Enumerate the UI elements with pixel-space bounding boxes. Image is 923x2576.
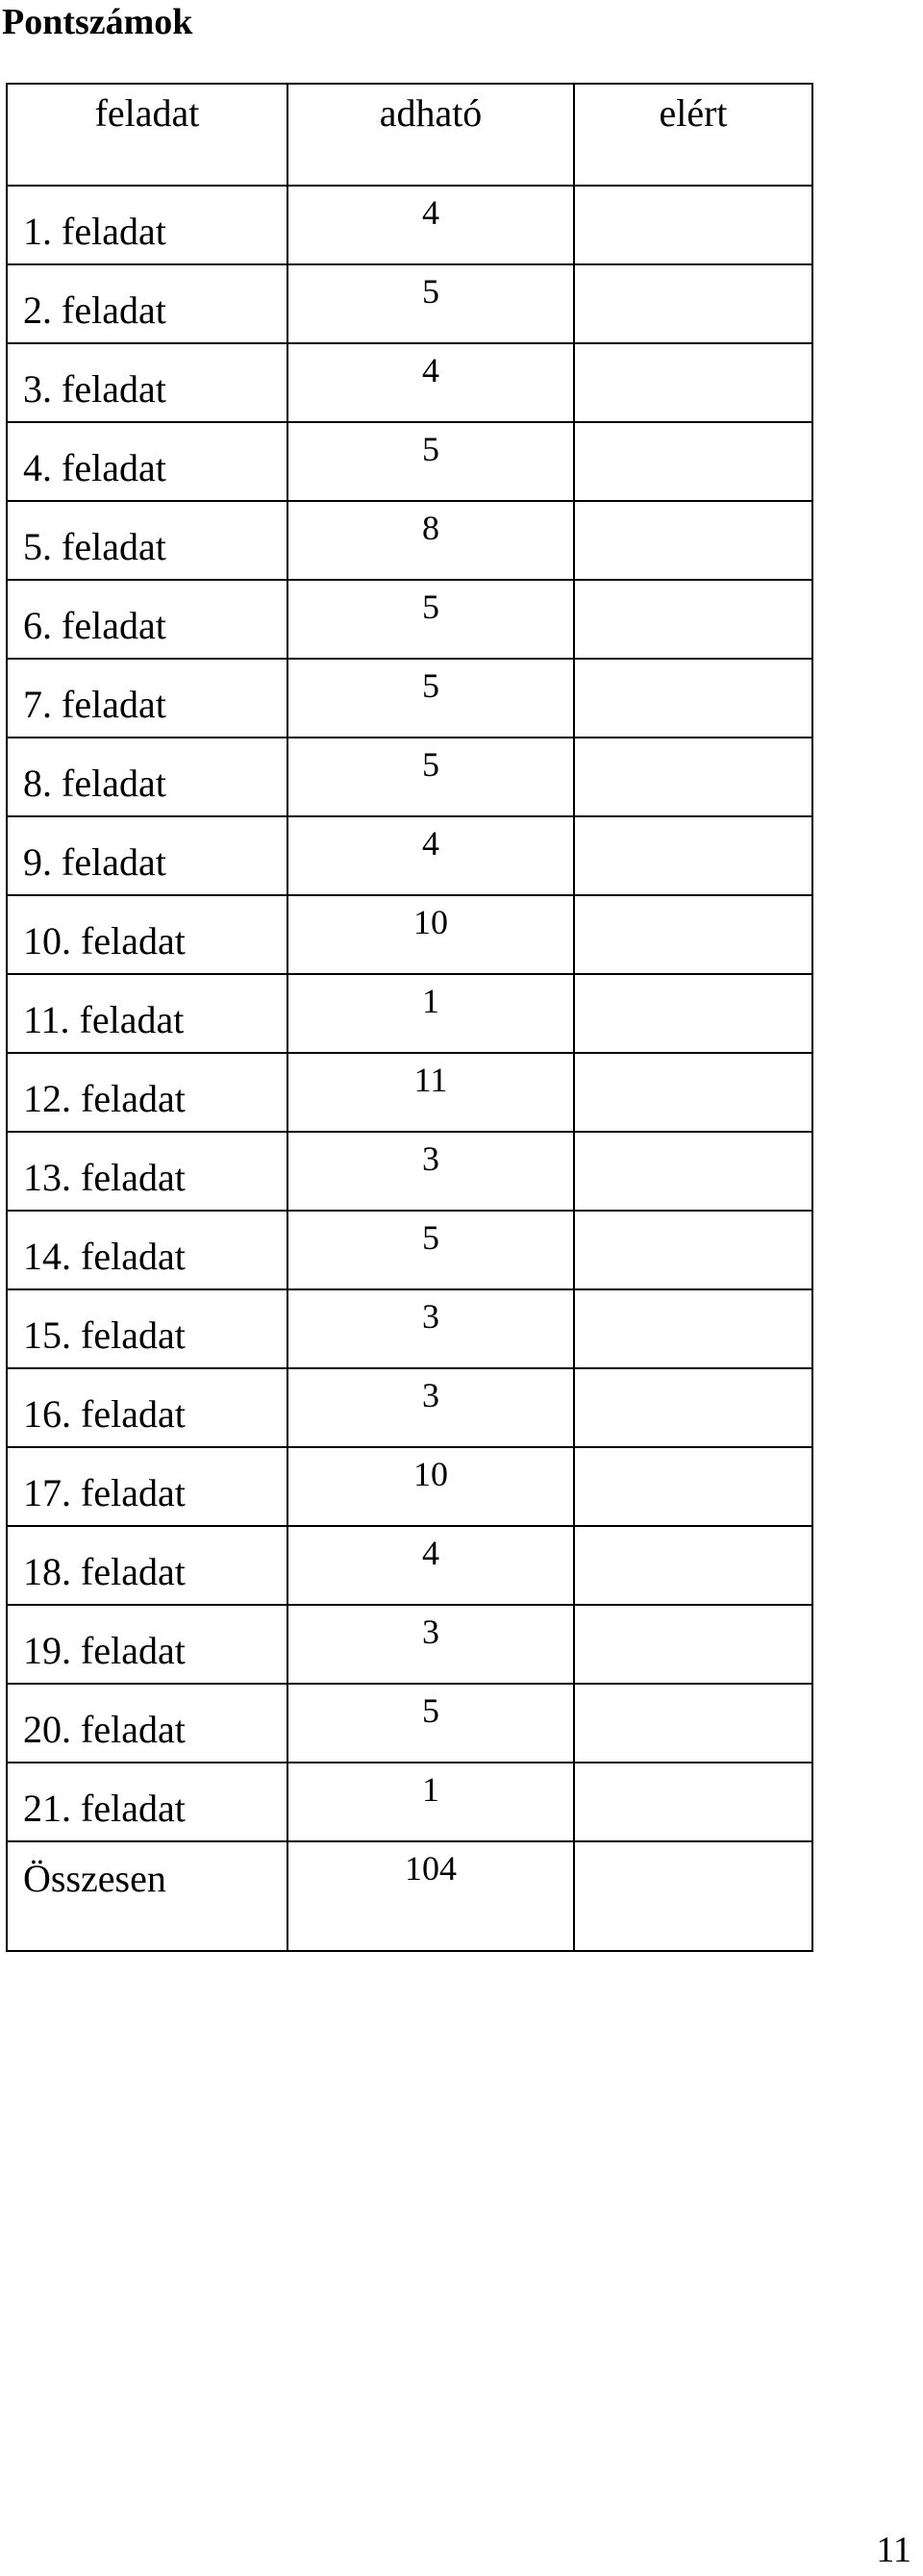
table-row <box>7 1526 812 1605</box>
task-label: 19. feladat <box>7 1605 287 1684</box>
task-label: 21. feladat <box>7 1763 287 1841</box>
task-label: 1. feladat <box>7 186 287 264</box>
max-points: 5 <box>287 738 574 816</box>
header-max-points <box>287 84 574 186</box>
task-label: 15. feladat <box>7 1289 287 1368</box>
header-task <box>7 84 287 186</box>
header-achieved-points <box>574 84 812 186</box>
header-max-points-label: adható <box>379 91 483 135</box>
table-row <box>7 1684 812 1763</box>
total-achieved-points[interactable] <box>574 1841 812 1951</box>
task-label: 13. feladat <box>7 1132 287 1211</box>
total-label: Összesen <box>7 1841 287 1951</box>
score-table <box>6 83 813 1952</box>
task-label: 20. feladat <box>7 1684 287 1763</box>
max-points: 4 <box>287 186 574 264</box>
achieved-points[interactable] <box>574 264 812 343</box>
achieved-points[interactable] <box>574 974 812 1053</box>
table-row <box>7 186 812 264</box>
max-points: 8 <box>287 501 574 580</box>
table-row <box>7 501 812 580</box>
max-points: 1 <box>287 974 574 1053</box>
table-row <box>7 1289 812 1368</box>
achieved-points[interactable] <box>574 895 812 974</box>
task-label: 7. feladat <box>7 659 287 738</box>
table-header-row <box>7 84 812 186</box>
table-row <box>7 264 812 343</box>
table-row <box>7 422 812 501</box>
max-points: 5 <box>287 659 574 738</box>
achieved-points[interactable] <box>574 1053 812 1132</box>
achieved-points[interactable] <box>574 1447 812 1526</box>
achieved-points[interactable] <box>574 343 812 422</box>
achieved-points[interactable] <box>574 1211 812 1289</box>
achieved-points[interactable] <box>574 1132 812 1211</box>
max-points: 4 <box>287 343 574 422</box>
task-label: 3. feladat <box>7 343 287 422</box>
max-points: 5 <box>287 422 574 501</box>
achieved-points[interactable] <box>574 738 812 816</box>
table-row <box>7 343 812 422</box>
table-row <box>7 1763 812 1841</box>
achieved-points[interactable] <box>574 1526 812 1605</box>
max-points: 10 <box>287 1447 574 1526</box>
max-points: 4 <box>287 1526 574 1605</box>
max-points: 5 <box>287 580 574 659</box>
table-row <box>7 1211 812 1289</box>
achieved-points[interactable] <box>574 816 812 895</box>
task-label: 17. feladat <box>7 1447 287 1526</box>
table-row <box>7 738 812 816</box>
task-label: 10. feladat <box>7 895 287 974</box>
task-label: 8. feladat <box>7 738 287 816</box>
achieved-points[interactable] <box>574 1368 812 1447</box>
table-row <box>7 659 812 738</box>
total-row <box>7 1841 812 1951</box>
table-row <box>7 895 812 974</box>
task-label: 2. feladat <box>7 264 287 343</box>
task-label: 14. feladat <box>7 1211 287 1289</box>
table-row <box>7 1368 812 1447</box>
page-number: 11 <box>876 2530 911 2570</box>
achieved-points[interactable] <box>574 1763 812 1841</box>
achieved-points[interactable] <box>574 501 812 580</box>
achieved-points[interactable] <box>574 1289 812 1368</box>
max-points: 10 <box>287 895 574 974</box>
table-row <box>7 1447 812 1526</box>
achieved-points[interactable] <box>574 422 812 501</box>
table-row <box>7 1605 812 1684</box>
achieved-points[interactable] <box>574 580 812 659</box>
max-points: 3 <box>287 1605 574 1684</box>
task-label: 12. feladat <box>7 1053 287 1132</box>
achieved-points[interactable] <box>574 186 812 264</box>
achieved-points[interactable] <box>574 1605 812 1684</box>
header-achieved-points-label: elért <box>659 91 728 135</box>
task-label: 5. feladat <box>7 501 287 580</box>
max-points: 11 <box>287 1053 574 1132</box>
table-row <box>7 1132 812 1211</box>
max-points: 5 <box>287 1211 574 1289</box>
page-title: Pontszámok <box>2 2 193 42</box>
task-label: 16. feladat <box>7 1368 287 1447</box>
total-max-points: 104 <box>287 1841 574 1951</box>
max-points: 3 <box>287 1368 574 1447</box>
max-points: 5 <box>287 264 574 343</box>
max-points: 1 <box>287 1763 574 1841</box>
task-label: 9. feladat <box>7 816 287 895</box>
max-points: 5 <box>287 1684 574 1763</box>
table-row <box>7 816 812 895</box>
task-label: 18. feladat <box>7 1526 287 1605</box>
header-task-label: feladat <box>94 91 200 135</box>
table-row <box>7 580 812 659</box>
achieved-points[interactable] <box>574 659 812 738</box>
table-row <box>7 974 812 1053</box>
max-points: 3 <box>287 1289 574 1368</box>
achieved-points[interactable] <box>574 1684 812 1763</box>
max-points: 4 <box>287 816 574 895</box>
table-row <box>7 1053 812 1132</box>
task-label: 11. feladat <box>7 974 287 1053</box>
task-label: 4. feladat <box>7 422 287 501</box>
task-label: 6. feladat <box>7 580 287 659</box>
max-points: 3 <box>287 1132 574 1211</box>
score-table-body <box>7 186 812 1951</box>
